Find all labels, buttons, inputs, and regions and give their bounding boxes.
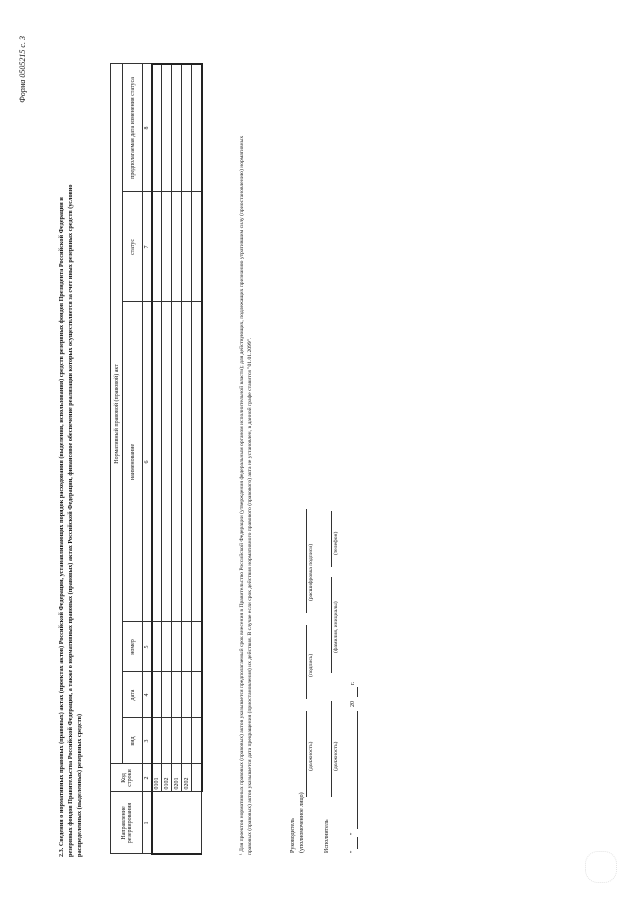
date-year-line bbox=[357, 687, 358, 697]
type-cell bbox=[192, 718, 202, 764]
header-date: дата bbox=[123, 672, 143, 718]
change-date-cell bbox=[192, 64, 202, 192]
column-number: 5 bbox=[143, 622, 152, 672]
direction-cell bbox=[152, 792, 202, 854]
name-cell bbox=[162, 302, 172, 622]
date-close-quote: " bbox=[350, 832, 356, 835]
footnote: ¹ Для проектов нормативных правовых (правовых) актов указывается предполагаемый срок внесения в Правительство Российской Федерации (утверждения федеральным органом исполнительной власти); для действующих, подлежащих признанию утратившим силу (приостановлению) нормативных правовых (правовых) актов указывается дата прекращения (приостановления) их действия. В случае если срок действия нормативного правового (правового) акта не установлен, в данной графе ставится "01.01.2099". bbox=[239, 135, 254, 855]
date-cell bbox=[152, 672, 162, 718]
header-name: наименование bbox=[123, 302, 143, 622]
date-cell bbox=[172, 672, 182, 718]
header-act-group: Нормативный правовой (правовой) акт bbox=[111, 64, 123, 764]
number-cell bbox=[152, 622, 162, 672]
column-number: 8 bbox=[143, 64, 152, 192]
row-code-cell: 0101 bbox=[152, 764, 162, 792]
head-position-caption: (должность) bbox=[308, 741, 314, 771]
executor-fullname-line bbox=[331, 577, 332, 673]
change-date-cell bbox=[172, 64, 182, 192]
head-signature-caption: (подпись) bbox=[308, 653, 314, 677]
date-cell bbox=[182, 672, 192, 718]
reserve-acts-table bbox=[110, 63, 203, 855]
table-row bbox=[162, 64, 172, 854]
column-number: 1 bbox=[143, 792, 152, 854]
date-year-prefix: 20 bbox=[350, 701, 356, 707]
status-cell bbox=[162, 192, 172, 302]
table-row bbox=[182, 64, 192, 854]
executor-position-caption: (должность) bbox=[333, 741, 339, 771]
head-label: Руководитель bbox=[290, 818, 296, 853]
column-number: 6 bbox=[143, 302, 152, 622]
header-row-code: Код строки bbox=[111, 764, 143, 792]
name-cell bbox=[192, 302, 202, 622]
header-type: вид bbox=[123, 718, 143, 764]
head-decryption-caption: (расшифровка подписи) bbox=[308, 543, 314, 601]
form-code: Форма 0505215 с. 3 bbox=[18, 36, 27, 103]
date-cell bbox=[192, 672, 202, 718]
row-code-cell: 0102 bbox=[162, 764, 172, 792]
name-cell bbox=[182, 302, 192, 622]
status-cell bbox=[182, 192, 192, 302]
column-number: 2 bbox=[143, 764, 152, 792]
header-direction: Направление резервирования bbox=[111, 792, 143, 854]
date-suffix: г. bbox=[350, 681, 356, 685]
head-signature-line bbox=[306, 625, 307, 699]
column-number-row bbox=[143, 64, 152, 854]
executor-phone-line bbox=[331, 511, 332, 567]
table-row bbox=[172, 64, 182, 854]
executor-fullname-caption: (фамилия, инициалы) bbox=[333, 601, 339, 653]
name-cell bbox=[172, 302, 182, 622]
head-decryption-line bbox=[306, 509, 307, 613]
change-date-cell bbox=[182, 64, 192, 192]
change-date-cell bbox=[152, 64, 162, 192]
executor-position-line bbox=[331, 701, 332, 797]
head-position-line bbox=[306, 711, 307, 797]
header-number: номер bbox=[123, 622, 143, 672]
type-cell bbox=[182, 718, 192, 764]
status-cell bbox=[192, 192, 202, 302]
row-code-cell: 0202 bbox=[182, 764, 192, 792]
header-status: статус bbox=[123, 192, 143, 302]
section-heading: 2.3. Сведения о нормативных правовых (правовых) актах (проектах актов) Российской Федерации, устанавливающих порядок расходования (выделения, использования) средств резервных фондов Президента Российской Федерации и резервных фондов Правительства Российской Федерации, а также о нормативных правовых (правовых) актах Российской Федерации, финансовое обеспечение реализации которых осуществляется за счет иных резервных средств (условно распределенных (выделенных) резервных средств) bbox=[58, 184, 83, 857]
type-cell bbox=[152, 718, 162, 764]
status-cell bbox=[172, 192, 182, 302]
column-number: 4 bbox=[143, 672, 152, 718]
date-cell bbox=[162, 672, 172, 718]
type-cell bbox=[162, 718, 172, 764]
executor-phone-caption: (телефон) bbox=[333, 531, 339, 555]
column-number: 7 bbox=[143, 192, 152, 302]
table-row bbox=[192, 64, 202, 854]
date-month-line bbox=[357, 711, 358, 829]
number-cell bbox=[192, 622, 202, 672]
number-cell bbox=[172, 622, 182, 672]
date-open-quote: " bbox=[350, 850, 356, 853]
number-cell bbox=[162, 622, 172, 672]
head-sublabel: (уполномоченное лицо) bbox=[299, 792, 305, 853]
header-change-date: предполагаемая дата изменения статуса bbox=[123, 64, 143, 192]
status-cell bbox=[152, 192, 162, 302]
executor-label: Исполнитель bbox=[324, 819, 330, 853]
name-cell bbox=[152, 302, 162, 622]
column-number: 3 bbox=[143, 718, 152, 764]
change-date-cell bbox=[162, 64, 172, 192]
scan-smudge bbox=[585, 851, 617, 883]
type-cell bbox=[172, 718, 182, 764]
row-code-cell bbox=[192, 764, 202, 792]
row-code-cell: 0201 bbox=[172, 764, 182, 792]
number-cell bbox=[182, 622, 192, 672]
table-row bbox=[152, 64, 162, 854]
date-day-line bbox=[357, 837, 358, 849]
